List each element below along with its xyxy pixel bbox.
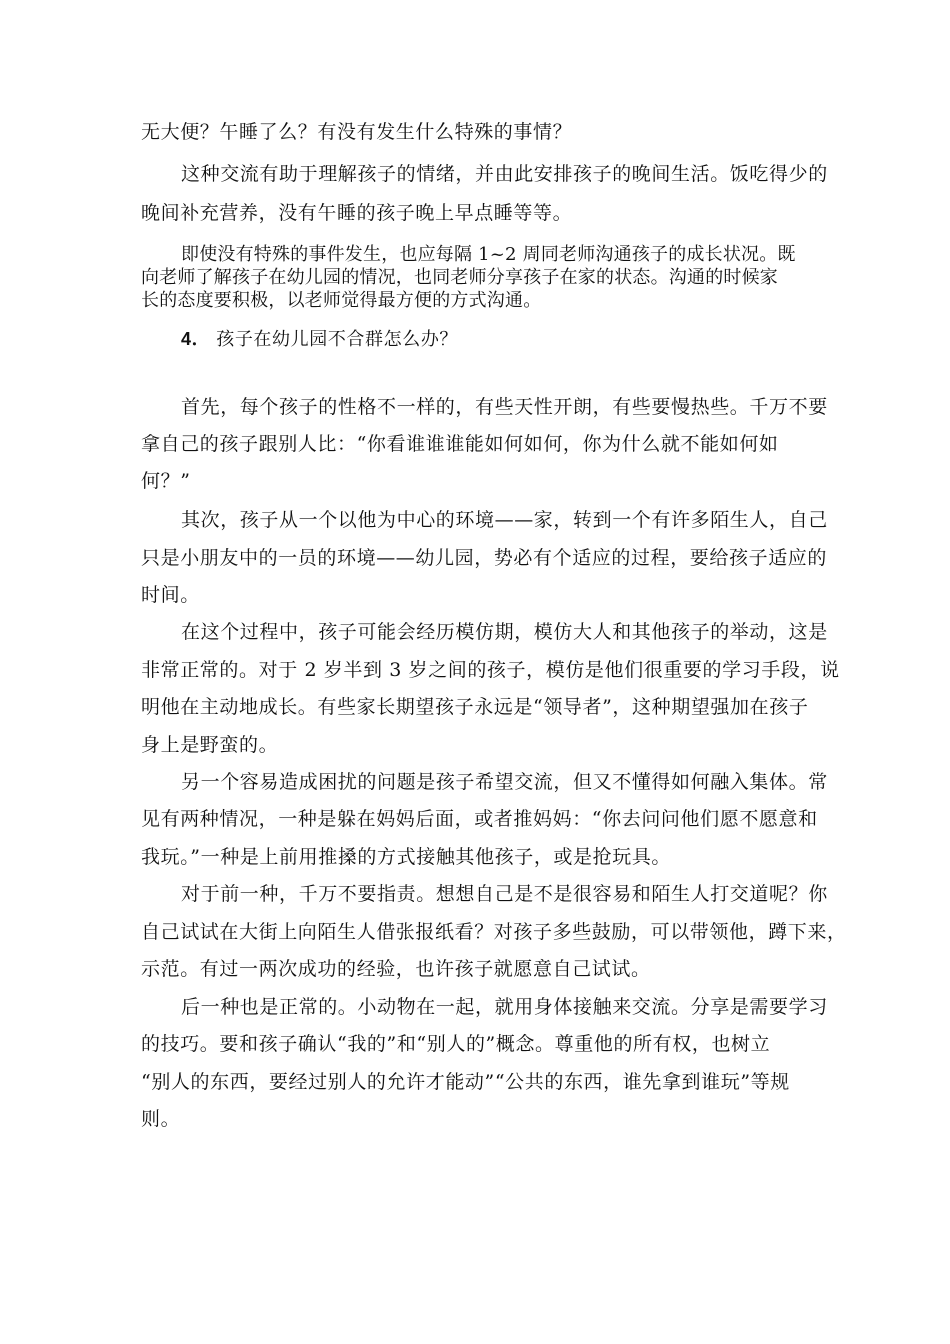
text-line: 时间。 (141, 584, 200, 606)
text-line: 见有两种情况，一种是躲在妈妈后面，或者推妈妈：“你去问问他们愿不愿意和 (141, 808, 818, 830)
text-line: 身上是野蛮的。 (141, 734, 279, 756)
text-line: 向老师了解孩子在幼儿园的情况，也同老师分享孩子在家的状态。沟通的时候家 (141, 267, 778, 288)
text-line: 则。 (141, 1108, 181, 1130)
paragraph-line: 这种交流有助于理解孩子的情绪，并由此安排孩子的晚间生活。饭吃得少的 (181, 163, 828, 185)
text-line: 自己试试在大街上向陌生人借张报纸看？对孩子多些鼓励，可以带领他，蹲下来， (141, 921, 847, 943)
paragraph-line: 在这个过程中，孩子可能会经历模仿期，模仿大人和其他孩子的举动，这是 (181, 621, 828, 643)
paragraph-line: 其次，孩子从一个以他为中心的环境——家，转到一个有许多陌生人，自己 (181, 509, 828, 531)
text-line: 无大便？午睡了么？有没有发生什么特殊的事情？ (141, 121, 573, 143)
text-line: 拿自己的孩子跟别人比：“你看谁谁谁能如何如何，你为什么就不能如何如 (141, 433, 779, 455)
text-line: “别人的东西，要经过别人的允许才能动”“公共的东西，谁先拿到谁玩”等规 (141, 1071, 790, 1093)
text-line: 只是小朋友中的一员的环境——幼儿园，势必有个适应的过程，要给孩子适应的 (141, 547, 828, 569)
text-line: 的技巧。要和孩子确认“我的”和“别人的”概念。尊重他的所有权，也树立 (141, 1033, 771, 1055)
text-line: 晚间补充营养，没有午睡的孩子晚上早点睡等等。 (141, 202, 573, 224)
text-line: 长的态度要积极，以老师觉得最方便的方式沟通。 (141, 290, 542, 311)
paragraph-line: 另一个容易造成困扰的问题是孩子希望交流，但又不懂得如何融入集体。常 (181, 771, 828, 793)
text-line: 我玩。”一种是上前用推搡的方式接触其他孩子，或是抢玩具。 (141, 846, 672, 868)
paragraph-line: 首先，每个孩子的性格不一样的，有些天性开朗，有些要慢热些。千万不要 (181, 396, 828, 418)
text-line: 非常正常的。对于 2 岁半到 3 岁之间的孩子，模仿是他们很重要的学习手段，说 (141, 659, 840, 681)
paragraph-line: 即使没有特殊的事件发生，也应每隔 1~2 周同老师沟通孩子的成长状况。既 (181, 244, 796, 265)
heading-text: 孩子在幼儿园不合群怎么办？ (216, 329, 459, 350)
paragraph-line: 对于前一种，千万不要指责。想想自己是不是很容易和陌生人打交道呢？你 (181, 883, 828, 905)
text-line: 示范。有过一两次成功的经验，也许孩子就愿意自己试试。 (141, 958, 651, 980)
paragraph-line: 后一种也是正常的。小动物在一起，就用身体接触来交流。分享是需要学习 (181, 996, 828, 1018)
section-heading (181, 327, 458, 352)
text-line: 明他在主动地成长。有些家长期望孩子永远是“领导者”，这种期望强加在孩子 (141, 696, 809, 718)
heading-number: 4． (181, 329, 211, 349)
text-line: 何？” (141, 470, 191, 492)
